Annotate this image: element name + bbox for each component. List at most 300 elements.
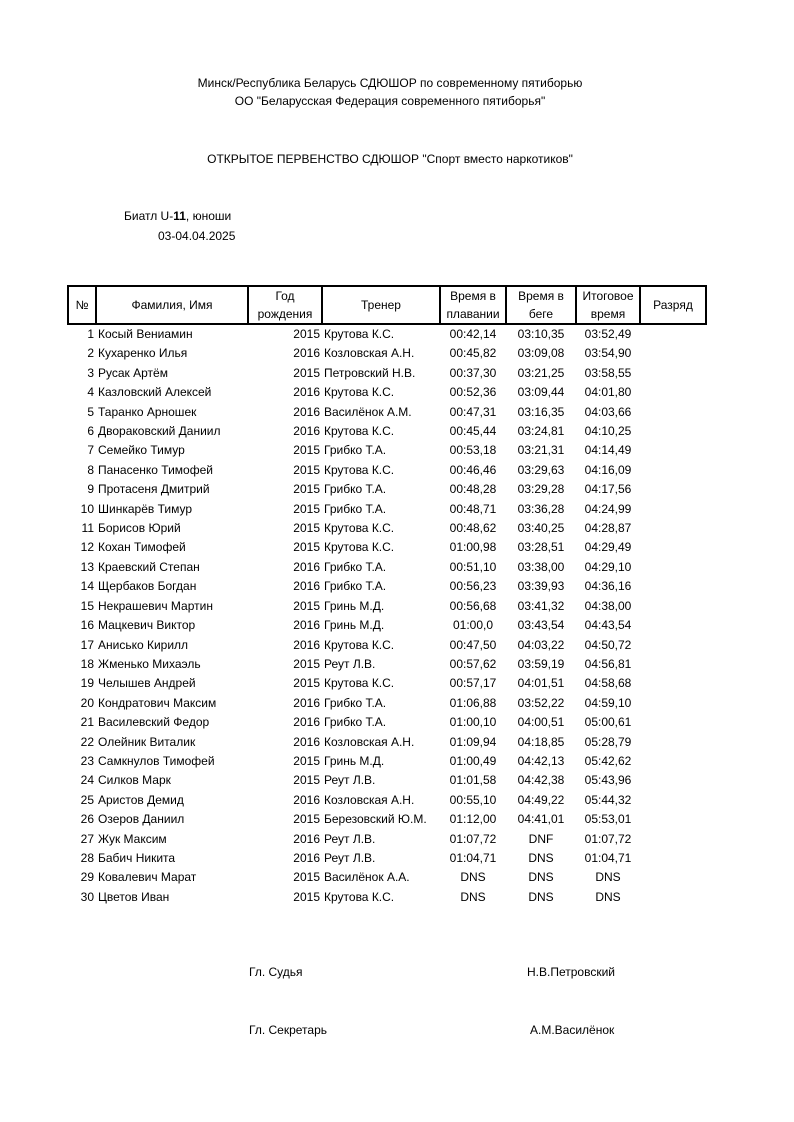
cell-rank [640, 694, 706, 713]
table-row [68, 597, 706, 616]
cell-rank [640, 713, 706, 732]
cell-num: 16 [80, 618, 94, 633]
cell-run-time: 03:41,32 [517, 598, 565, 613]
cell-year: 2016 [293, 385, 320, 400]
cell-rank [640, 461, 706, 480]
cell-rank [640, 344, 706, 363]
cell-num: 10 [80, 501, 94, 516]
cell-run-time: 03:39,93 [517, 579, 565, 594]
cell-year: 2015 [293, 521, 320, 536]
column-header-total-line2: время [590, 307, 626, 321]
cell-run-time: 03:28,51 [517, 540, 565, 555]
cell-coach: Крутова К.С. [324, 385, 395, 400]
cell-swim-time: 00:56,68 [449, 598, 497, 613]
cell-rank [640, 849, 706, 868]
cell-year: 2016 [293, 695, 320, 710]
cell-run-time: 03:09,44 [517, 385, 565, 400]
cell-run-time: 04:42,13 [517, 753, 565, 768]
results-body [68, 324, 706, 907]
cell-name: Ковалевич Марат [98, 870, 197, 885]
cell-total-time: 04:56,81 [584, 656, 632, 671]
cell-year: 2015 [293, 462, 320, 477]
cell-swim-time: 00:46,46 [449, 462, 497, 477]
cell-total-time: 05:28,79 [584, 734, 632, 749]
cell-num: 3 [87, 365, 94, 380]
cell-total-time: 05:00,61 [584, 715, 632, 730]
table-row [68, 694, 706, 713]
cell-coach: Грибко Т.А. [324, 482, 387, 497]
cell-num: 28 [80, 850, 94, 865]
table-row [68, 403, 706, 422]
table-row [68, 771, 706, 790]
cell-coach: Козловская А.Н. [324, 346, 415, 361]
cell-swim-time: 01:00,98 [449, 540, 497, 555]
cell-name: Косый Вениамин [98, 327, 193, 341]
cell-rank [640, 480, 706, 499]
chief-judge-name: Н.В.Петровский [527, 965, 615, 979]
cell-name: Краевский Степан [98, 559, 200, 574]
cell-num: 1 [87, 327, 94, 341]
cell-rank [640, 383, 706, 402]
cell-name: Анисько Кирилл [98, 637, 189, 652]
cell-total-time: 01:07,72 [584, 831, 632, 846]
cell-num: 11 [81, 521, 94, 536]
cell-total-time: 05:44,32 [584, 792, 632, 807]
cell-year: 2015 [293, 598, 320, 613]
cell-year: 2015 [293, 676, 320, 691]
cell-swim-time: 00:37,30 [449, 365, 497, 380]
cell-coach: Реут Л.В. [324, 656, 376, 671]
cell-coach: Козловская А.Н. [324, 792, 415, 807]
cell-num: 7 [87, 443, 94, 458]
cell-run-time: 04:18,85 [517, 734, 565, 749]
column-header-year-line1: Год [275, 289, 295, 303]
column-header-swim-line2: плавании [446, 307, 500, 321]
cell-rank [640, 868, 706, 887]
cell-num: 21 [80, 715, 94, 730]
table-row [68, 558, 706, 577]
cell-num: 24 [80, 773, 94, 788]
cell-year: 2015 [293, 501, 320, 516]
cell-swim-time: 00:48,28 [449, 482, 497, 497]
chief-judge-label: Гл. Судья [249, 965, 303, 979]
cell-rank [640, 558, 706, 577]
cell-rank [640, 519, 706, 538]
cell-num: 29 [80, 870, 94, 885]
cell-num: 26 [80, 812, 94, 827]
cell-run-time: 04:03,22 [517, 637, 565, 652]
cell-coach: Реут Л.В. [324, 850, 376, 865]
cell-run-time: 03:29,63 [517, 462, 565, 477]
cell-run-time: 03:21,31 [517, 443, 565, 458]
cell-swim-time: 00:48,71 [449, 501, 497, 516]
column-header-run-line1: Время в [518, 289, 564, 303]
cell-run-time: 04:42,38 [517, 773, 565, 788]
cell-coach: Крутова К.С. [324, 424, 395, 439]
table-row [68, 500, 706, 519]
cell-num: 6 [87, 424, 94, 439]
cell-rank [640, 771, 706, 790]
cell-run-time: 03:09,08 [517, 346, 565, 361]
table-row [68, 888, 706, 907]
cell-rank [640, 577, 706, 596]
cell-run-time: 03:52,22 [517, 695, 565, 710]
column-header-run [506, 286, 576, 324]
cell-swim-time: 00:51,10 [449, 559, 497, 574]
cell-total-time: 04:01,80 [584, 385, 632, 400]
cell-swim-time: 00:53,18 [449, 443, 497, 458]
cell-year: 2015 [293, 443, 320, 458]
table-row [68, 422, 706, 441]
cell-name: Кондратович Максим [98, 695, 217, 710]
cell-coach: Реут Л.В. [324, 773, 376, 788]
column-header-year [248, 286, 322, 324]
cell-rank [640, 538, 706, 557]
cell-run-time: 04:41,01 [517, 812, 565, 827]
cell-coach: Гринь М.Д. [324, 753, 385, 768]
cell-run-time: 03:43,54 [517, 618, 565, 633]
table-row [68, 577, 706, 596]
cell-year: 2016 [293, 734, 320, 749]
cell-name: Аристов Демид [98, 792, 184, 807]
cell-name: Кухаренко Илья [98, 346, 188, 361]
cell-rank [640, 791, 706, 810]
cell-name: Панасенко Тимофей [98, 462, 213, 477]
cell-year: 2015 [293, 870, 320, 885]
cell-year: 2015 [293, 482, 320, 497]
cell-swim-time: 00:57,62 [449, 656, 497, 671]
cell-year: 2015 [293, 812, 320, 827]
table-row [68, 538, 706, 557]
event-suffix: , юноши [185, 209, 232, 223]
cell-run-time: 03:40,25 [517, 521, 565, 536]
cell-coach: Грибко Т.А. [324, 715, 387, 730]
table-row [68, 791, 706, 810]
cell-coach: Крутова К.С. [324, 676, 395, 691]
table-row [68, 383, 706, 402]
cell-coach: Козловская А.Н. [324, 734, 415, 749]
cell-total-time: 04:43,54 [584, 618, 632, 633]
cell-run-time: DNS [528, 850, 554, 865]
cell-coach: Петровский Н.В. [324, 365, 416, 380]
cell-swim-time: 00:48,62 [449, 521, 497, 536]
cell-run-time: 04:00,51 [517, 715, 565, 730]
cell-rank [640, 500, 706, 519]
cell-num: 8 [87, 462, 94, 477]
cell-num: 19 [80, 676, 94, 691]
cell-coach: Грибко Т.А. [324, 501, 387, 516]
cell-name: Шинкарёв Тимур [98, 501, 193, 516]
cell-year: 2016 [293, 424, 320, 439]
table-row [68, 655, 706, 674]
cell-total-time: 04:28,87 [584, 521, 632, 536]
column-header-run-line2: беге [528, 307, 554, 321]
cell-run-time: 03:38,00 [517, 559, 565, 574]
cell-run-time: 03:24,81 [517, 424, 565, 439]
cell-num: 23 [80, 753, 94, 768]
cell-year: 2016 [293, 850, 320, 865]
cell-swim-time: 00:42,14 [449, 327, 497, 341]
cell-total-time: 03:58,55 [584, 365, 632, 380]
cell-coach: Грибко Т.А. [324, 579, 387, 594]
cell-run-time: 03:29,28 [517, 482, 565, 497]
table-row [68, 344, 706, 363]
cell-total-time: 04:14,49 [584, 443, 632, 458]
cell-swim-time: 00:56,23 [449, 579, 497, 594]
cell-name: Протасеня Дмитрий [98, 482, 210, 497]
cell-year: 2016 [293, 404, 320, 419]
competition-title: ОТКРЫТОЕ ПЕРВЕНСТВО СДЮШОР "Спорт вместо наркотиков" [207, 152, 573, 166]
cell-total-time: 04:36,16 [584, 579, 632, 594]
table-row [68, 849, 706, 868]
cell-run-time: 03:59,19 [517, 656, 565, 671]
cell-name: Казловский Алексей [98, 385, 212, 400]
table-row [68, 519, 706, 538]
cell-run-time: 04:49,22 [517, 792, 565, 807]
cell-num: 17 [80, 637, 94, 652]
cell-num: 25 [80, 792, 94, 807]
cell-name: Некрашевич Мартин [98, 598, 213, 613]
cell-rank [640, 674, 706, 693]
cell-total-time: 04:10,25 [584, 424, 632, 439]
cell-name: Василевский Федор [98, 715, 210, 730]
cell-num: 12 [80, 540, 94, 555]
cell-num: 5 [87, 404, 94, 419]
cell-year: 2016 [293, 831, 320, 846]
cell-name: Борисов Юрий [98, 521, 181, 536]
cell-name: Щербаков Богдан [98, 579, 197, 594]
cell-coach: Василёнок А.А. [324, 870, 410, 885]
cell-coach: Гринь М.Д. [324, 618, 385, 633]
cell-name: Мацкевич Виктор [98, 618, 196, 633]
cell-total-time: 04:17,56 [584, 482, 632, 497]
cell-name: Русак Артём [98, 365, 168, 380]
table-row [68, 364, 706, 383]
table-row [68, 810, 706, 829]
cell-num: 18 [80, 656, 94, 671]
table-row [68, 830, 706, 849]
cell-run-time: 04:01,51 [517, 676, 565, 691]
cell-swim-time: 00:45,82 [449, 346, 497, 361]
cell-total-time: 04:38,00 [584, 598, 632, 613]
cell-coach: Гринь М.Д. [324, 598, 385, 613]
cell-coach: Грибко Т.А. [324, 559, 387, 574]
cell-swim-time: 00:47,50 [449, 637, 497, 652]
cell-total-time: 05:53,01 [584, 812, 632, 827]
table-row [68, 324, 706, 344]
cell-total-time: 04:29,49 [584, 540, 632, 555]
organization-line-2: ОО "Беларусская Федерация современного пятиборья" [234, 94, 546, 108]
table-header-row [68, 286, 706, 324]
cell-num: 20 [80, 695, 94, 710]
cell-swim-time: 00:52,36 [449, 385, 497, 400]
cell-name: Двораковский Даниил [98, 424, 221, 439]
cell-total-time: 01:04,71 [584, 850, 632, 865]
results-table [67, 285, 707, 907]
cell-coach: Крутова К.С. [324, 521, 395, 536]
cell-year: 2016 [293, 346, 320, 361]
cell-run-time: DNS [528, 870, 554, 885]
cell-year: 2015 [293, 656, 320, 671]
cell-year: 2015 [293, 753, 320, 768]
cell-swim-time: 01:09,94 [449, 734, 497, 749]
cell-total-time: 04:50,72 [584, 637, 632, 652]
cell-coach: Крутова К.С. [324, 327, 395, 341]
cell-coach: Грибко Т.А. [324, 443, 387, 458]
cell-year: 2015 [293, 773, 320, 788]
cell-rank [640, 364, 706, 383]
cell-total-time: 04:58,68 [584, 676, 632, 691]
cell-swim-time: 01:07,72 [449, 831, 497, 846]
cell-name: Олейник Виталик [98, 734, 196, 749]
cell-coach: Василёнок А.М. [324, 404, 412, 419]
event-prefix: Биатл U- [124, 209, 174, 223]
cell-swim-time: 01:00,0 [452, 618, 494, 633]
cell-rank [640, 810, 706, 829]
cell-rank [640, 616, 706, 635]
cell-name: Челышев Андрей [98, 676, 196, 691]
cell-coach: Крутова К.С. [324, 540, 395, 555]
cell-total-time: DNS [595, 870, 621, 885]
table-row [68, 674, 706, 693]
cell-swim-time: 00:57,17 [449, 676, 497, 691]
table-row [68, 636, 706, 655]
cell-swim-time: 01:04,71 [449, 850, 497, 865]
cell-total-time: 04:29,10 [584, 559, 632, 574]
cell-num: 14 [80, 579, 94, 594]
cell-run-time: DNS [528, 889, 554, 904]
cell-run-time: 03:36,28 [517, 501, 565, 516]
cell-num: 2 [87, 346, 94, 361]
cell-year: 2016 [293, 715, 320, 730]
cell-coach: Грибко Т.А. [324, 695, 387, 710]
cell-rank [640, 324, 706, 344]
cell-swim-time: 01:01,58 [449, 773, 497, 788]
column-header-total-line1: Итоговое [582, 289, 634, 303]
table-row [68, 480, 706, 499]
cell-name: Бабич Никита [98, 850, 176, 865]
cell-rank [640, 636, 706, 655]
table-row [68, 616, 706, 635]
cell-name: Самкнулов Тимофей [98, 753, 215, 768]
cell-name: Озеров Даниил [98, 812, 185, 827]
cell-rank [640, 888, 706, 907]
cell-total-time: 05:43,96 [584, 773, 632, 788]
cell-rank [640, 403, 706, 422]
cell-run-time: DNF [528, 831, 554, 846]
cell-total-time: 04:24,99 [584, 501, 632, 516]
cell-name: Таранко Арношек [98, 404, 197, 419]
cell-total-time: 04:03,66 [584, 404, 632, 419]
cell-num: 15 [80, 598, 94, 613]
cell-rank [640, 422, 706, 441]
cell-rank [640, 655, 706, 674]
cell-swim-time: 00:45,44 [449, 424, 497, 439]
column-header-total [576, 286, 640, 324]
event-age: 11 [173, 209, 186, 223]
cell-swim-time: 01:06,88 [449, 695, 497, 710]
cell-name: Силков Марк [98, 773, 171, 788]
event-date: 03-04.04.2025 [158, 229, 236, 243]
cell-name: Жук Максим [98, 831, 167, 846]
cell-rank [640, 733, 706, 752]
cell-run-time: 03:16,35 [517, 404, 565, 419]
cell-rank [640, 830, 706, 849]
cell-coach: Реут Л.В. [324, 831, 376, 846]
column-header-year-line2: рождения [257, 307, 313, 321]
cell-total-time: 05:42,62 [584, 753, 632, 768]
cell-year: 2015 [293, 327, 320, 341]
cell-year: 2015 [293, 365, 320, 380]
table-row [68, 752, 706, 771]
cell-rank [640, 597, 706, 616]
cell-total-time: 04:59,10 [584, 695, 632, 710]
cell-year: 2016 [293, 618, 320, 633]
cell-run-time: 03:21,25 [517, 365, 565, 380]
cell-coach: Березовский Ю.М. [324, 812, 427, 827]
cell-num: 22 [80, 734, 94, 749]
table-row [68, 461, 706, 480]
cell-rank [640, 752, 706, 771]
column-header-swim [440, 286, 506, 324]
cell-total-time: DNS [595, 889, 621, 904]
cell-year: 2016 [293, 792, 320, 807]
cell-num: 30 [80, 889, 94, 904]
cell-swim-time: 00:55,10 [449, 792, 497, 807]
cell-num: 4 [87, 385, 94, 400]
cell-run-time: 03:10,35 [517, 327, 565, 341]
cell-coach: Крутова К.С. [324, 462, 395, 477]
cell-year: 2016 [293, 579, 320, 594]
column-header-num: № [68, 286, 96, 324]
cell-total-time: 03:54,90 [584, 346, 632, 361]
cell-swim-time: DNS [460, 870, 486, 885]
cell-total-time: 04:16,09 [584, 462, 632, 477]
cell-coach: Крутова К.С. [324, 637, 395, 652]
cell-swim-time: 00:47,31 [449, 404, 497, 419]
table-row [68, 868, 706, 887]
event-category [124, 208, 231, 224]
cell-num: 27 [80, 831, 94, 846]
cell-name: Семейко Тимур [98, 443, 185, 458]
cell-year: 2016 [293, 559, 320, 574]
column-header-rank: Разряд [640, 286, 706, 324]
chief-secretary-name: А.М.Василёнок [530, 1023, 615, 1037]
organization-line-1: Минск/Республика Беларусь СДЮШОР по современному пятиборью [197, 76, 583, 90]
cell-total-time: 03:52,49 [584, 327, 632, 341]
column-header-swim-line1: Время в [450, 289, 496, 303]
cell-coach: Крутова К.С. [324, 889, 395, 904]
cell-swim-time: 01:12,00 [449, 812, 497, 827]
cell-num: 9 [87, 482, 94, 497]
cell-name: Цветов Иван [98, 889, 170, 904]
cell-swim-time: 01:00,10 [449, 715, 497, 730]
cell-year: 2015 [293, 889, 320, 904]
cell-swim-time: DNS [460, 889, 486, 904]
cell-name: Кохан Тимофей [98, 540, 186, 555]
table-row [68, 733, 706, 752]
cell-name: Жменько Михаэль [98, 656, 201, 671]
table-row [68, 713, 706, 732]
cell-swim-time: 01:00,49 [449, 753, 497, 768]
cell-year: 2016 [293, 637, 320, 652]
column-header-name: Фамилия, Имя [96, 286, 248, 324]
column-header-coach: Тренер [322, 286, 440, 324]
cell-rank [640, 441, 706, 460]
table-row [68, 441, 706, 460]
cell-year: 2015 [293, 540, 320, 555]
chief-secretary-label: Гл. Секретарь [249, 1023, 327, 1037]
